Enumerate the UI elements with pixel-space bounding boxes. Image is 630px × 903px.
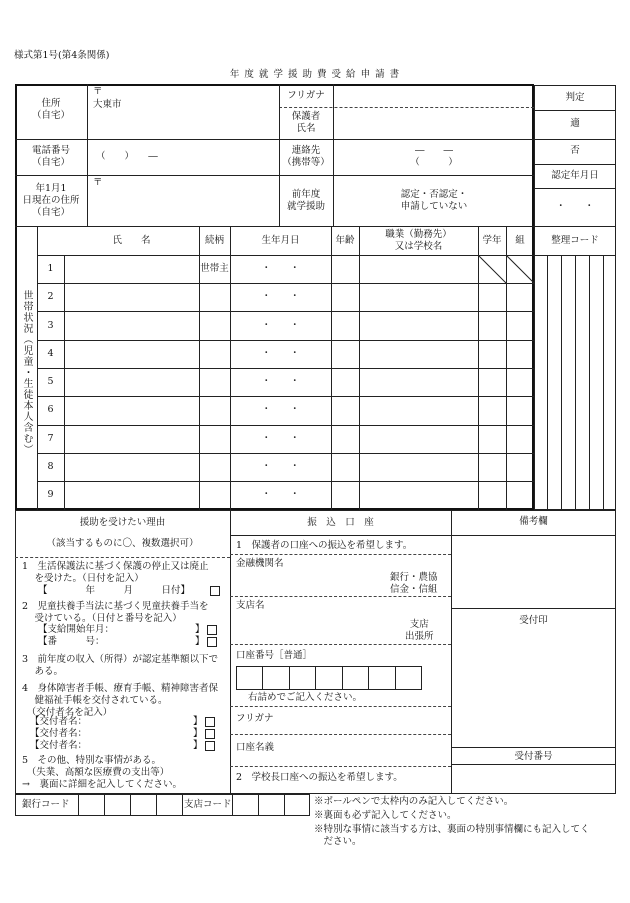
contact-label: 連絡先 （携帯等） [282, 145, 330, 168]
approval-date-value: ・ ・ [555, 201, 594, 212]
transfer-title: 振 込 口 座 [307, 517, 374, 528]
prev-support-options[interactable]: 認定・否認定・ 申請していない [400, 189, 468, 212]
reason-4-checkbox[interactable] [205, 717, 215, 727]
account-holder-label: 口座名義 [236, 742, 275, 753]
household-side-label: 世帯状況（児童・生徒本人含む） [21, 290, 32, 455]
judgment-label: 判定 [565, 92, 585, 103]
branch-name-label: 支店名 [236, 600, 265, 611]
row-dob[interactable]: ・ ・ [261, 461, 300, 472]
phone-label: 電話番号 （自宅） [31, 145, 70, 168]
col-relation: 続柄 [204, 235, 224, 246]
bank-type-options[interactable]: 銀行・農協 信金・信組 [390, 572, 438, 595]
row-number: 3 [47, 320, 54, 331]
account-number-label: 口座番号［普通］ [236, 650, 313, 661]
note-3: ※特別な事情に該当する方は、裏面の特別事情欄にも記入してく ださい。 [314, 824, 590, 847]
col-dob: 生年月日 [261, 235, 300, 246]
transfer-option-1[interactable]: 1 保護者の口座への振込を希望します。 [236, 540, 413, 551]
address-label: 住所 （自宅） [31, 98, 70, 121]
bracket-close: 】 [193, 728, 203, 739]
postal-mark: 〒 [93, 86, 103, 97]
row-number: 9 [47, 489, 54, 500]
reason-1-checkbox[interactable] [210, 586, 220, 596]
reason-4: 4 身体障害者手帳、療育手帳、精神障害者保 健福祉手帳を交付されている。 （交付者名を記入） [22, 683, 219, 718]
furigana-label: フリガナ [287, 90, 325, 101]
contact-value[interactable]: （ ） [410, 157, 458, 168]
approval-date-label: 認定年月日 [551, 170, 599, 181]
reason-1: 1 生活保護法に基づく保護の停止又は廃止 を受けた。（日付を記入） [22, 561, 209, 584]
reason-4-holder-label: 【交付者名： [30, 740, 88, 751]
col-grade: 学年 [482, 235, 502, 246]
guardian-label: 保護者 氏名 [291, 111, 321, 134]
note-2: ※裏面も必ず記入してください。 [314, 810, 457, 821]
contact-value[interactable]: ― ― [414, 145, 453, 156]
reason-2: 2 児童扶養手当法に基づく児童扶養手当を 受けている。（日付と番号を記入） [22, 601, 209, 624]
row-number: 1 [47, 263, 54, 274]
jan-address-label: 年1月1 日現在の住所 （自宅） [22, 183, 80, 218]
row-dob[interactable]: ・ ・ [261, 404, 300, 415]
reason-5: 5 その他、特別な事情がある。 （失業、高額な医療費の支出等） → 裏面に詳細を記入してください。 [22, 755, 182, 790]
bracket-close: 】 [195, 624, 205, 635]
reason-4-holder-label: 【交付者名： [30, 716, 88, 727]
row-number: 7 [47, 433, 54, 444]
bracket-close: 】 [195, 636, 205, 647]
bank-name-label: 金融機関名 [236, 558, 284, 569]
row-dob[interactable]: ・ ・ [261, 433, 300, 444]
col-code: 整理コード [551, 235, 599, 246]
row-dob[interactable]: ・ ・ [261, 348, 300, 359]
judgment-ok: 適 [570, 118, 580, 129]
row-dob[interactable]: ・ ・ [261, 376, 300, 387]
row-number: 2 [47, 291, 54, 302]
note-1: ※ボールペンで太枠内のみ記入してください。 [314, 796, 514, 807]
row-relation[interactable]: 世帯主 [200, 263, 229, 274]
phone-value[interactable]: （ ） ― [96, 151, 158, 162]
reason-4-checkbox[interactable] [205, 741, 215, 751]
transfer-option-2[interactable]: 2 学校長口座への振込を希望します。 [236, 772, 403, 783]
row-number: 6 [47, 404, 54, 415]
col-job: 職業（勤務先） 又は学校名 [385, 229, 452, 252]
holder-furigana-label: フリガナ [236, 713, 274, 724]
col-name: 氏 名 [112, 235, 151, 246]
reason-2-checkbox[interactable] [207, 625, 217, 635]
diagonal-strike [478, 255, 534, 283]
reason-3: 3 前年度の収入（所得）が認定基準額以下で ある。 [22, 654, 219, 677]
row-number: 4 [47, 348, 54, 359]
reasons-subtitle: （該当するものに〇、複数選択可） [46, 538, 199, 549]
remarks-title: 備考欄 [519, 516, 548, 527]
judgment-ng: 否 [570, 145, 580, 156]
address-city[interactable]: 大東市 [93, 99, 122, 110]
reason-1-date[interactable]: 【 年 月 日付】 [38, 585, 191, 596]
reason-2-number-label: 【番 号： [38, 636, 105, 647]
col-age: 年齢 [335, 235, 355, 246]
reason-2-start-label: 【支給開始年月： [38, 624, 115, 635]
row-dob[interactable]: ・ ・ [261, 263, 300, 274]
row-dob[interactable]: ・ ・ [261, 320, 300, 331]
account-number-note: 右詰めでご記入ください。 [248, 692, 363, 703]
row-number: 8 [47, 461, 54, 472]
row-dob[interactable]: ・ ・ [261, 489, 300, 500]
prev-support-label: 前年度 就学援助 [286, 189, 325, 212]
form-number: 様式第1号(第4条関係) [14, 50, 110, 61]
branch-code-label: 支店コード [184, 799, 232, 810]
reason-4-holder-label: 【交付者名： [30, 728, 88, 739]
receipt-number-label: 受付番号 [514, 751, 553, 762]
row-number: 5 [47, 376, 54, 387]
row-dob[interactable]: ・ ・ [261, 291, 300, 302]
received-stamp-label: 受付印 [519, 615, 548, 626]
reason-2-number-checkbox[interactable] [207, 637, 217, 647]
bank-code-label: 銀行コード [22, 799, 70, 810]
reason-4-checkbox[interactable] [205, 729, 215, 739]
reasons-title: 援助を受けたい理由 [79, 517, 166, 528]
bracket-close: 】 [193, 740, 203, 751]
postal-mark: 〒 [93, 177, 103, 188]
branch-type-options[interactable]: 支店 出張所 [405, 619, 434, 642]
col-class: 組 [515, 235, 525, 246]
bracket-close: 】 [193, 716, 203, 727]
page-title: 年 度 就 学 援 助 費 受 給 申 請 書 [229, 69, 401, 80]
